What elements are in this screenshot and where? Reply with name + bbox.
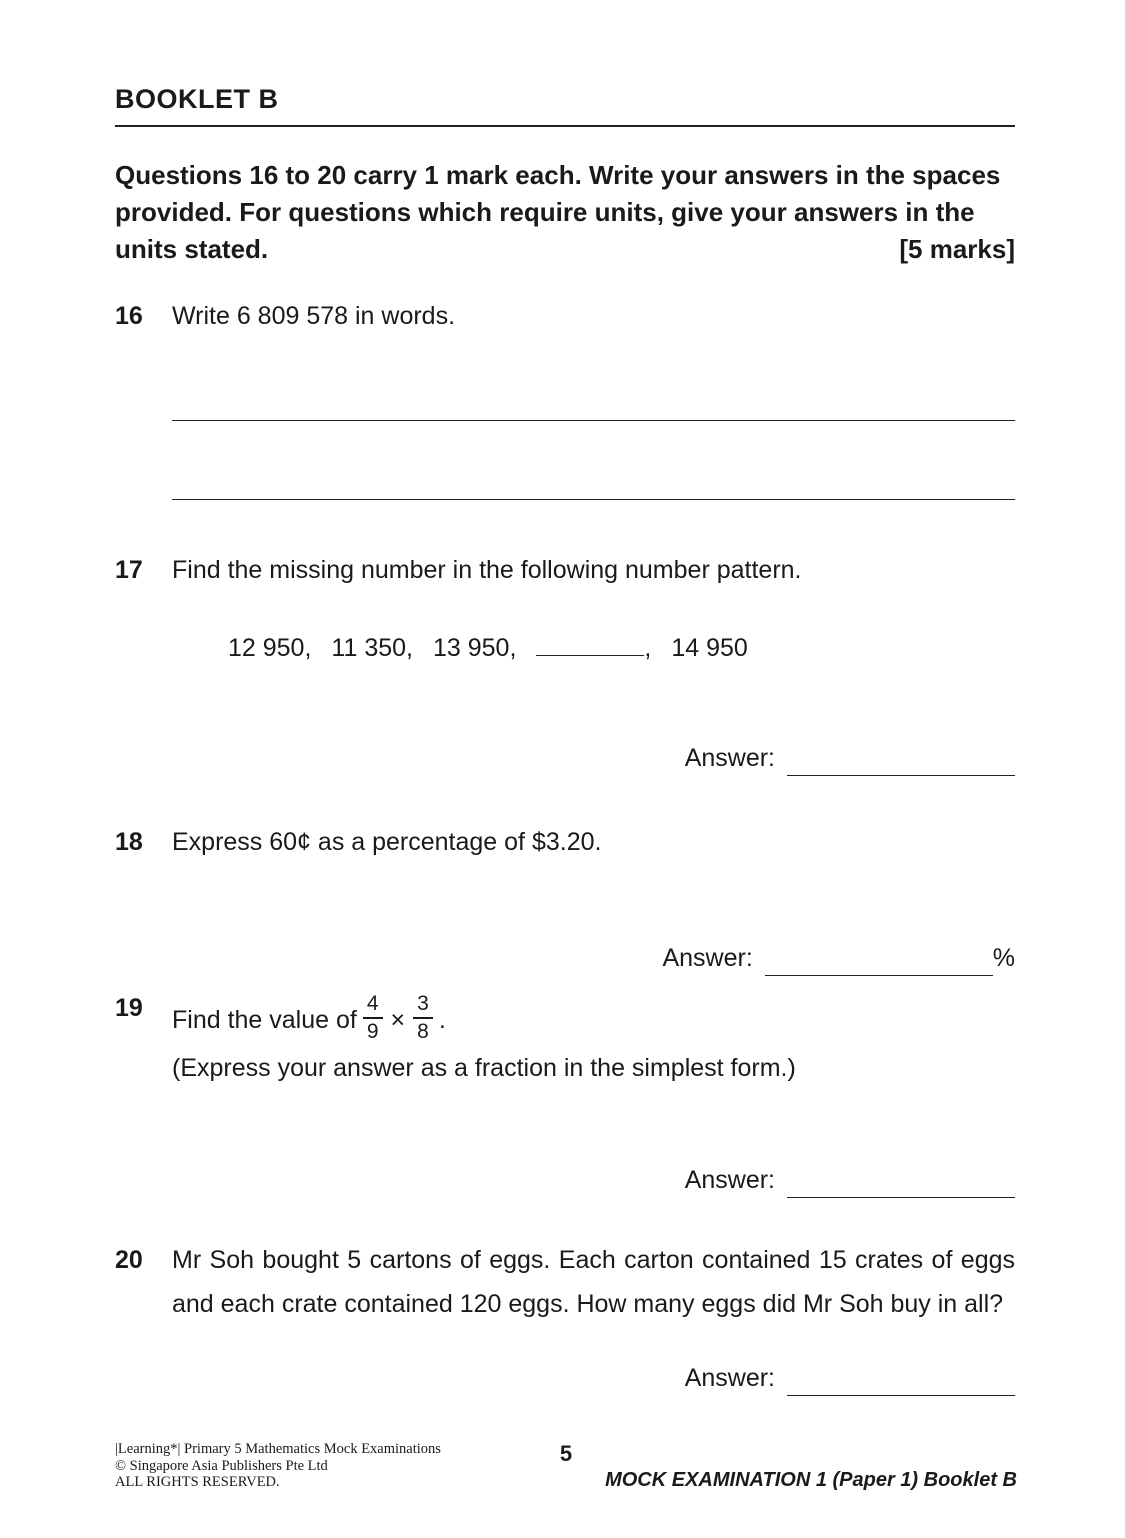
instructions-text: Questions 16 to 20 carry 1 mark each. Write your answers in the spaces provided. For questions which require units, give your answers in the units stated. xyxy=(115,160,1001,264)
answer-label: Answer: xyxy=(684,1364,775,1392)
answer-blank xyxy=(765,946,993,976)
pattern-blank xyxy=(536,630,644,656)
pattern-blank-group xyxy=(536,630,651,666)
title-divider xyxy=(115,125,1015,127)
question-20-text: Mr Soh bought 5 cartons of eggs. Each carton contained 15 crates of eggs and each crate contained 120 eggs. How many eggs did Mr Soh buy in all? xyxy=(172,1246,1015,1318)
marks-label: [5 marks] xyxy=(899,234,1015,264)
answer-blank xyxy=(787,746,1015,776)
exam-title-footer: MOCK EXAMINATION 1 (Paper 1) Booklet B xyxy=(605,1469,1017,1491)
question-17 xyxy=(115,552,1015,588)
publisher-info xyxy=(115,1441,536,1491)
fraction-4-9: $\frac{4}{9}$ xyxy=(363,992,383,1044)
instructions-block xyxy=(115,157,1015,268)
question-19 xyxy=(115,990,1015,1086)
question-20-answer-row xyxy=(115,1360,1015,1396)
question-20 xyxy=(115,1238,1015,1326)
publisher-line-3: ALL RIGHTS RESERVED. xyxy=(115,1474,280,1490)
question-19-number: 19 xyxy=(115,994,143,1022)
fraction-3-8: $\frac{3}{8}$ xyxy=(413,992,433,1044)
question-19-note: (Express your answer as a fraction in the simplest form.) xyxy=(172,1054,796,1082)
booklet-title: BOOKLET B xyxy=(115,84,279,114)
answer-blank xyxy=(787,1366,1015,1396)
page-number: 5 xyxy=(559,1441,573,1466)
answer-label: Answer: xyxy=(662,944,753,972)
question-19-text-suffix: . xyxy=(438,1006,446,1034)
question-17-answer-row xyxy=(115,740,1015,776)
answer-label: Answer: xyxy=(684,1166,775,1194)
question-17-number: 17 xyxy=(115,556,143,584)
publisher-line-2: © Singapore Asia Publishers Pte Ltd xyxy=(115,1457,328,1474)
pattern-item: 12 950, xyxy=(228,634,312,662)
question-19-body xyxy=(172,990,1015,1086)
pattern-item: 13 950, xyxy=(432,634,517,662)
question-18-answer-row xyxy=(115,940,1015,976)
answer-label: Answer: xyxy=(684,744,775,772)
publisher-line-1: |Learning*| Primary 5 Mathematics Mock Examinations xyxy=(115,1441,441,1457)
number-pattern xyxy=(228,630,1015,666)
question-19-answer-row xyxy=(115,1162,1015,1198)
pattern-item: 14 950 xyxy=(671,634,748,662)
question-16-number: 16 xyxy=(115,302,143,330)
question-20-number: 20 xyxy=(115,1246,143,1274)
question-16-answer-line-1 xyxy=(172,420,1015,421)
question-17-text: Find the missing number in the following number pattern. xyxy=(172,556,802,584)
page-footer xyxy=(115,1441,1017,1492)
question-18-number: 18 xyxy=(115,828,143,856)
question-19-expression xyxy=(172,990,1015,1050)
question-16-answer-line-2 xyxy=(172,499,1015,500)
answer-unit: % xyxy=(992,944,1015,972)
question-18 xyxy=(115,824,1015,860)
question-16-text: Write 6 809 578 in words. xyxy=(172,302,456,330)
pattern-comma: , xyxy=(644,634,652,662)
multiplication-sign: × xyxy=(390,1006,406,1034)
answer-blank xyxy=(787,1168,1015,1198)
question-16 xyxy=(115,298,1015,334)
question-18-text: Express 60¢ as a percentage of $3.20. xyxy=(172,828,602,856)
question-19-text-prefix: Find the value of xyxy=(172,1006,357,1034)
pattern-item: 11 350, xyxy=(331,634,413,662)
